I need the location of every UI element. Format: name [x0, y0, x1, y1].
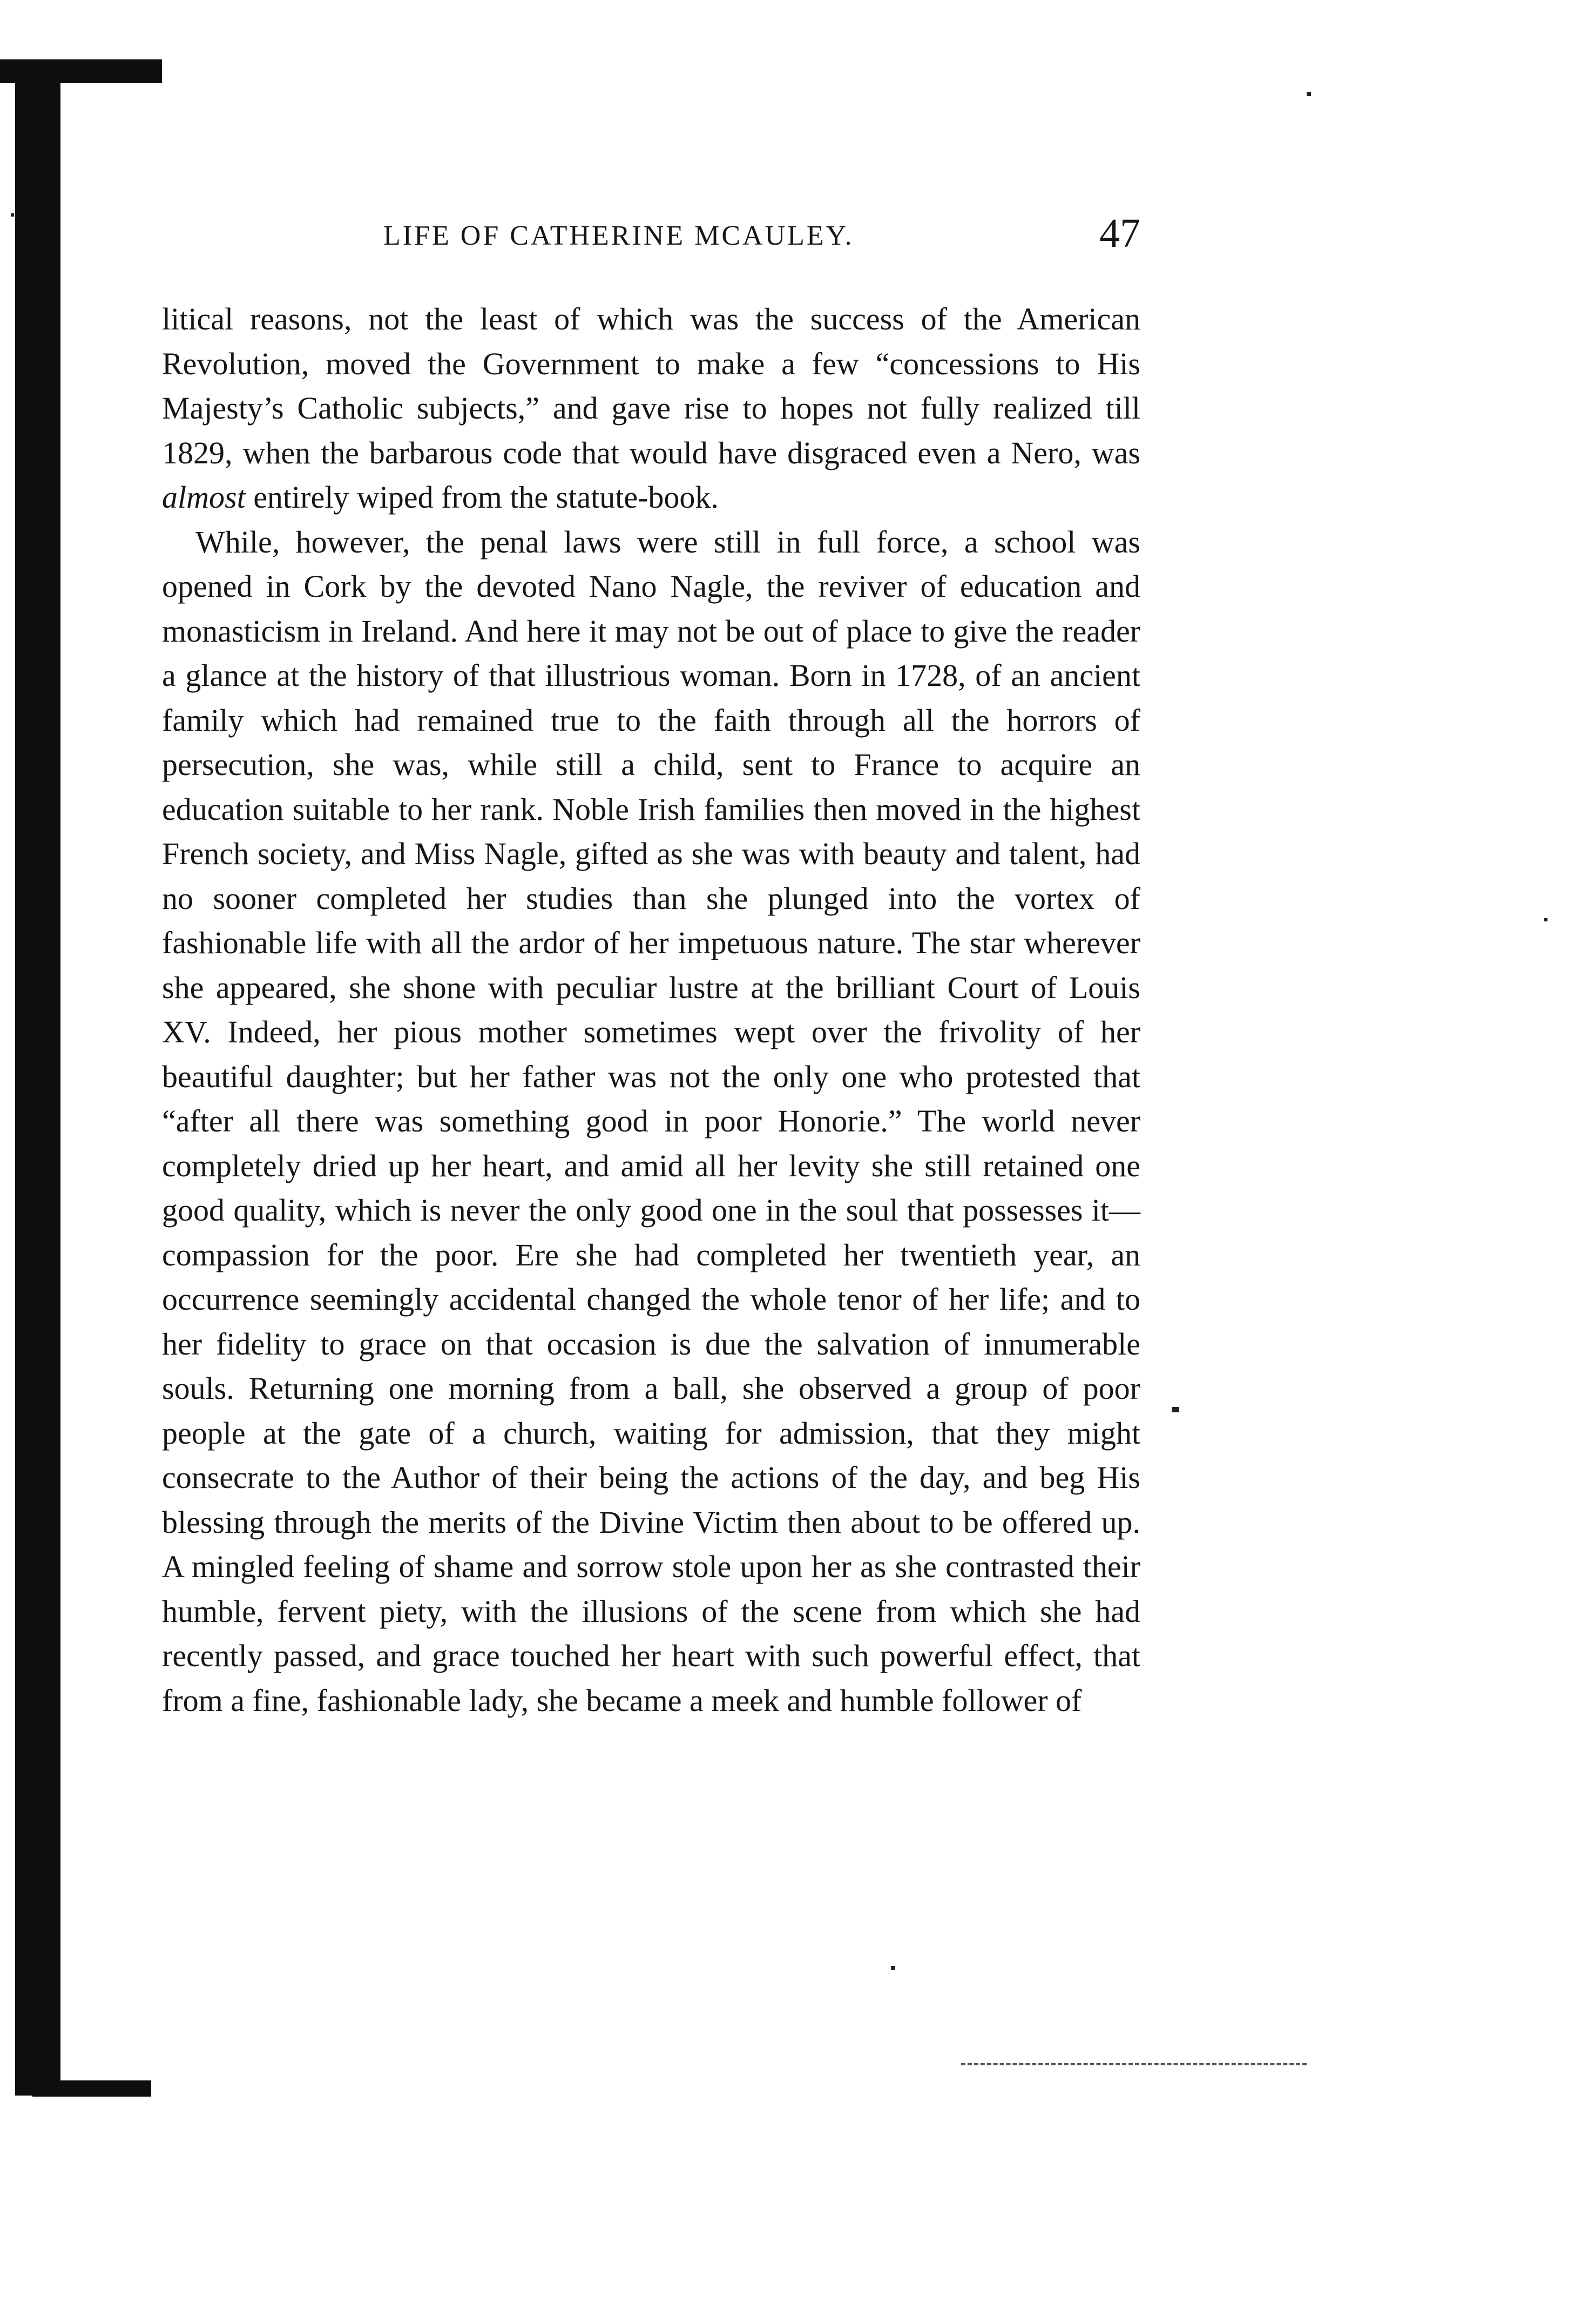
binding-edge: [15, 65, 60, 2096]
margin-mark: [891, 1966, 895, 1970]
body-text: [162, 297, 1140, 1723]
paragraph-2: While, however, the penal laws were still in full force, a school was opened in Cork by the devoted Nano Nagle, the reviver of education and monasticism in Ireland. And here it may not be out of place to give the reader a glance at the history of that illustrious woman. Born in 1728, of an ancient family which had remained true to the faith through all the horrors of persecution, she was, while still a child, sent to France to acquire an education suitable to her rank. Noble Irish families then moved in the highest French society, and Miss Nagle, gifted as she was with beauty and talent, had no sooner completed her studies than she plunged into the vortex of fashionable life with all the ardor of her impetuous nature. The star wherever she appeared, she shone with peculiar lustre at the brilliant Court of Louis XV. Indeed, her pious mother sometimes wept over the frivolity of her beautiful daughter; but her father was not the only one who protested that “after all there was something good in poor Honorie.” The world never completely dried up her heart, and amid all her levity she still retained one good quality, which is never the only good one in the soul that possesses it—compassion for the poor. Ere she had completed her twentieth year, an occurrence seemingly accidental changed the whole tenor of her life; and to her fidelity to grace on that occasion is due the salvation of innumerable souls. Returning one morning from a ball, she observed a group of poor people at the gate of a church, waiting for admission, that they might consecrate to the Author of their being the actions of the day, and beg His blessing through the merits of the Divine Victim then about to be offered up. A mingled feeling of shame and sorrow stole upon her as she contrasted their humble, fervent piety, with the illusions of the scene from which she had recently passed, and grace touched her heart with such powerful effect, that from a fine, fashionable lady, she became a meek and humble follower of: [162, 524, 1140, 1718]
page-number: 47: [1099, 211, 1140, 256]
scan-rule: [961, 2063, 1307, 2067]
margin-mark: [1172, 1407, 1179, 1412]
margin-mark: [1307, 92, 1311, 96]
margin-mark: [1544, 918, 1547, 921]
running-title: LIFE OF CATHERINE MCAULEY.: [383, 220, 854, 251]
paragraph-1: [162, 297, 1140, 520]
page-header: [162, 213, 1140, 262]
emphasis-almost: almost: [162, 480, 246, 515]
binding-edge-bottom: [32, 2080, 151, 2097]
paragraph-1-text-a: litical reasons, not the least of which was the success of the American Revolution, moved the Government to make a few “concessions to His Majesty’s Catholic subjects,” and gave rise to hopes not fully realized till 1829, when the barbarous code that would have disgraced even a Nero, was: [162, 301, 1140, 470]
margin-mark: [11, 213, 14, 217]
paragraph-1-text-b: entirely wiped from the statute-book.: [245, 480, 719, 515]
